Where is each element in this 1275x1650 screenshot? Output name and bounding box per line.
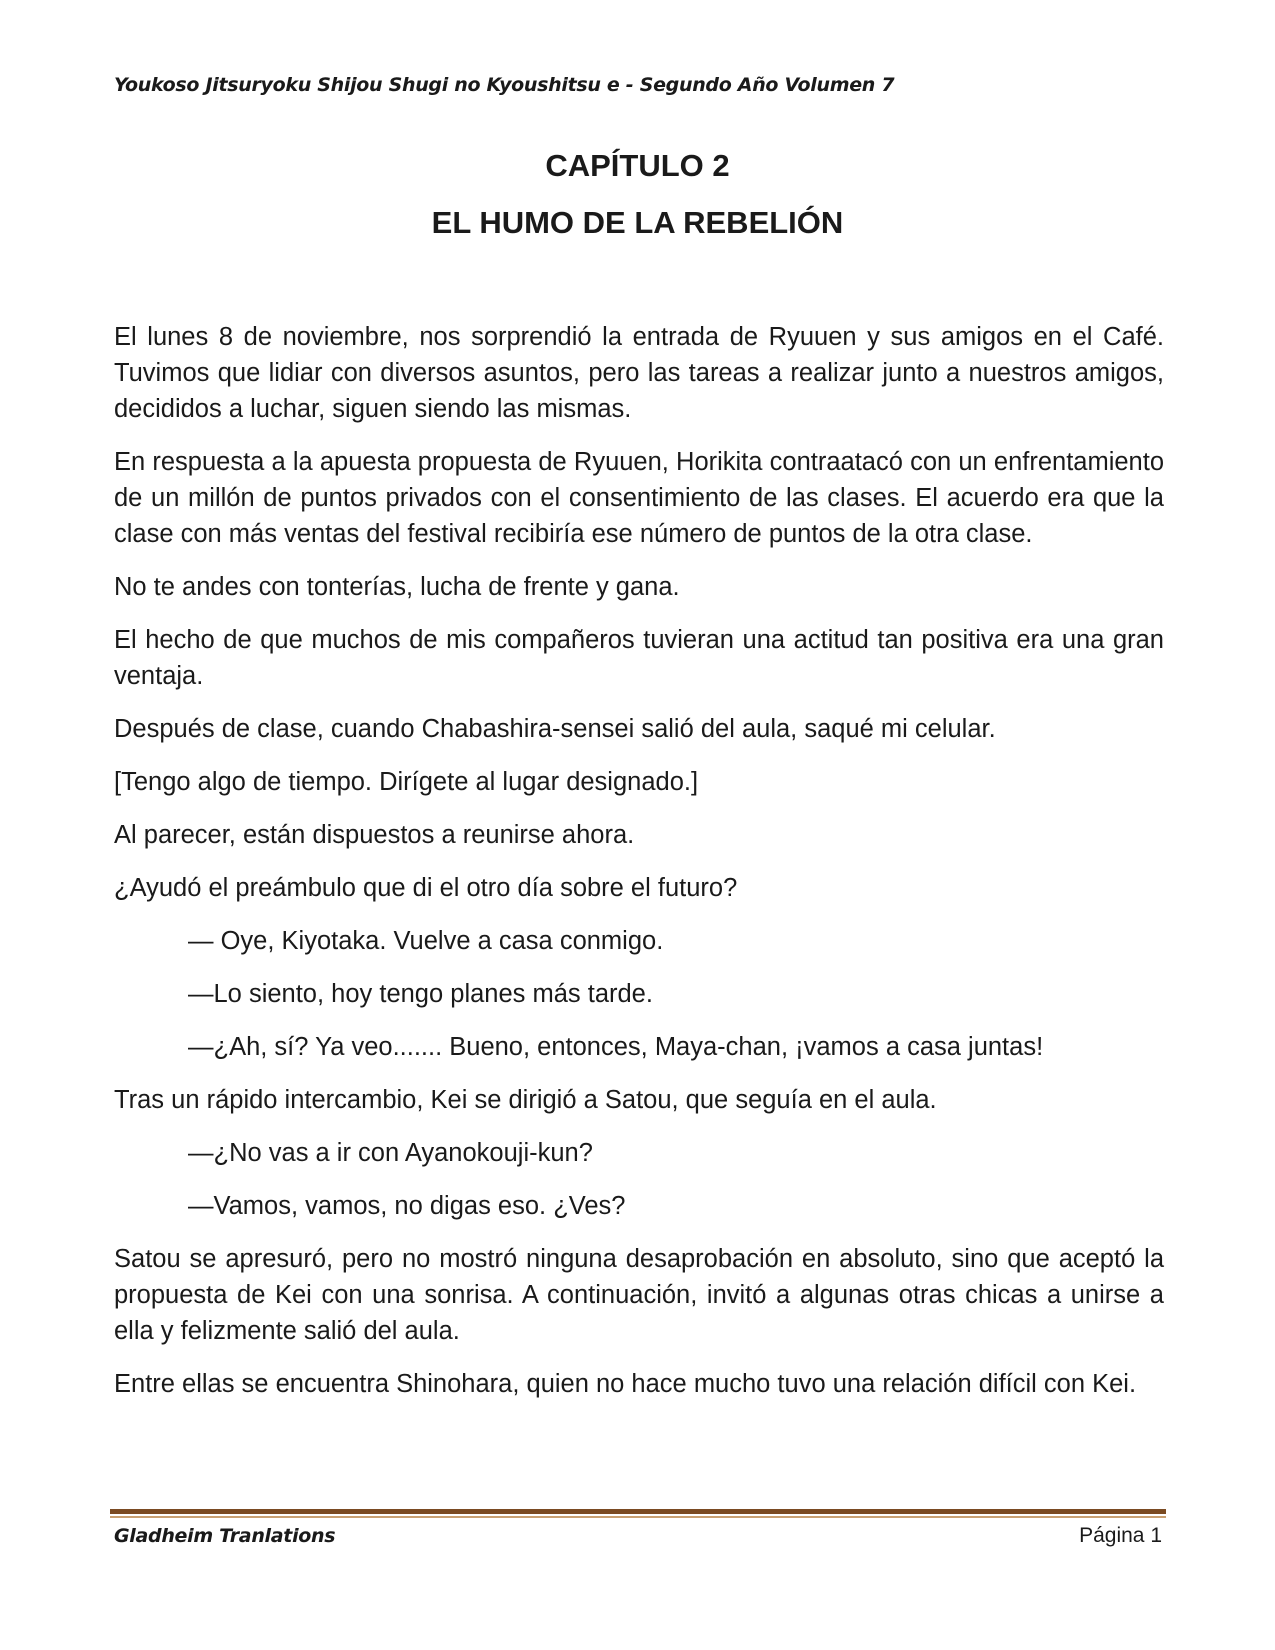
paragraph: Satou se apresuró, pero no mostró ninguna desaprobación en absoluto, sino que aceptó la propuesta de Kei con una sonrisa. A continuación, invitó a algunas otras chicas a unirse a ella y felizmente salió del aula.	[114, 1245, 1164, 1345]
footer-divider	[110, 1509, 1166, 1514]
dialogue-line: —¿Ah, sí? Ya veo....... Bueno, entonces, Maya-chan, ¡vamos a casa juntas!	[188, 1033, 1044, 1061]
dialogue-line: — Oye, Kiyotaka. Vuelve a casa conmigo.	[188, 927, 664, 955]
dialogue-line: —Lo siento, hoy tengo planes más tarde.	[188, 980, 653, 1008]
chapter-heading	[114, 146, 1161, 243]
footer-divider-accent	[110, 1516, 1166, 1518]
running-header: Youkoso Jitsuryoku Shijou Shugi no Kyoushitsu e - Segundo Año Volumen 7	[114, 74, 895, 96]
paragraph: El lunes 8 de noviembre, nos sorprendió la entrada de Ryuuen y sus amigos en el Café. Tuvimos que lidiar con diversos asuntos, pero las tareas a realizar junto a nuestros amigos, decididos a luchar, siguen siendo las mismas.	[114, 323, 1164, 423]
page-number	[1079, 1524, 1162, 1548]
page-number-value: 1	[1150, 1524, 1162, 1547]
paragraph: No te andes con tonterías, lucha de frente y gana.	[114, 573, 680, 601]
dialogue-line: —Vamos, vamos, no digas eso. ¿Ves?	[188, 1192, 626, 1220]
paragraph: En respuesta a la apuesta propuesta de Ryuuen, Horikita contraatacó con un enfrentamiento de un millón de puntos privados con el consentimiento de las clases. El acuerdo era que la clase con más ventas del festival recibiría ese número de puntos de la otra clase.	[114, 448, 1164, 548]
page-label: Página	[1079, 1524, 1145, 1547]
chapter-title: EL HUMO DE LA REBELIÓN	[431, 205, 844, 240]
footer-publisher: Gladheim Tranlations	[114, 1525, 336, 1547]
paragraph: El hecho de que muchos de mis compañeros tuvieran una actitud tan positiva era una gran ventaja.	[114, 626, 1164, 690]
paragraph: Entre ellas se encuentra Shinohara, quien no hace mucho tuvo una relación difícil con Kei.	[114, 1370, 1137, 1398]
chapter-number: CAPÍTULO 2	[545, 148, 730, 183]
paragraph: Tras un rápido intercambio, Kei se dirigió a Satou, que seguía en el aula.	[114, 1086, 937, 1114]
paragraph: ¿Ayudó el preámbulo que di el otro día sobre el futuro?	[114, 874, 738, 902]
paragraph: Al parecer, están dispuestos a reunirse ahora.	[114, 821, 635, 849]
paragraph: [Tengo algo de tiempo. Dirígete al lugar designado.]	[114, 768, 699, 796]
dialogue-line: —¿No vas a ir con Ayanokouji-kun?	[188, 1139, 593, 1167]
body-text	[114, 319, 1164, 1419]
paragraph: Después de clase, cuando Chabashira-sensei salió del aula, saqué mi celular.	[114, 715, 996, 743]
